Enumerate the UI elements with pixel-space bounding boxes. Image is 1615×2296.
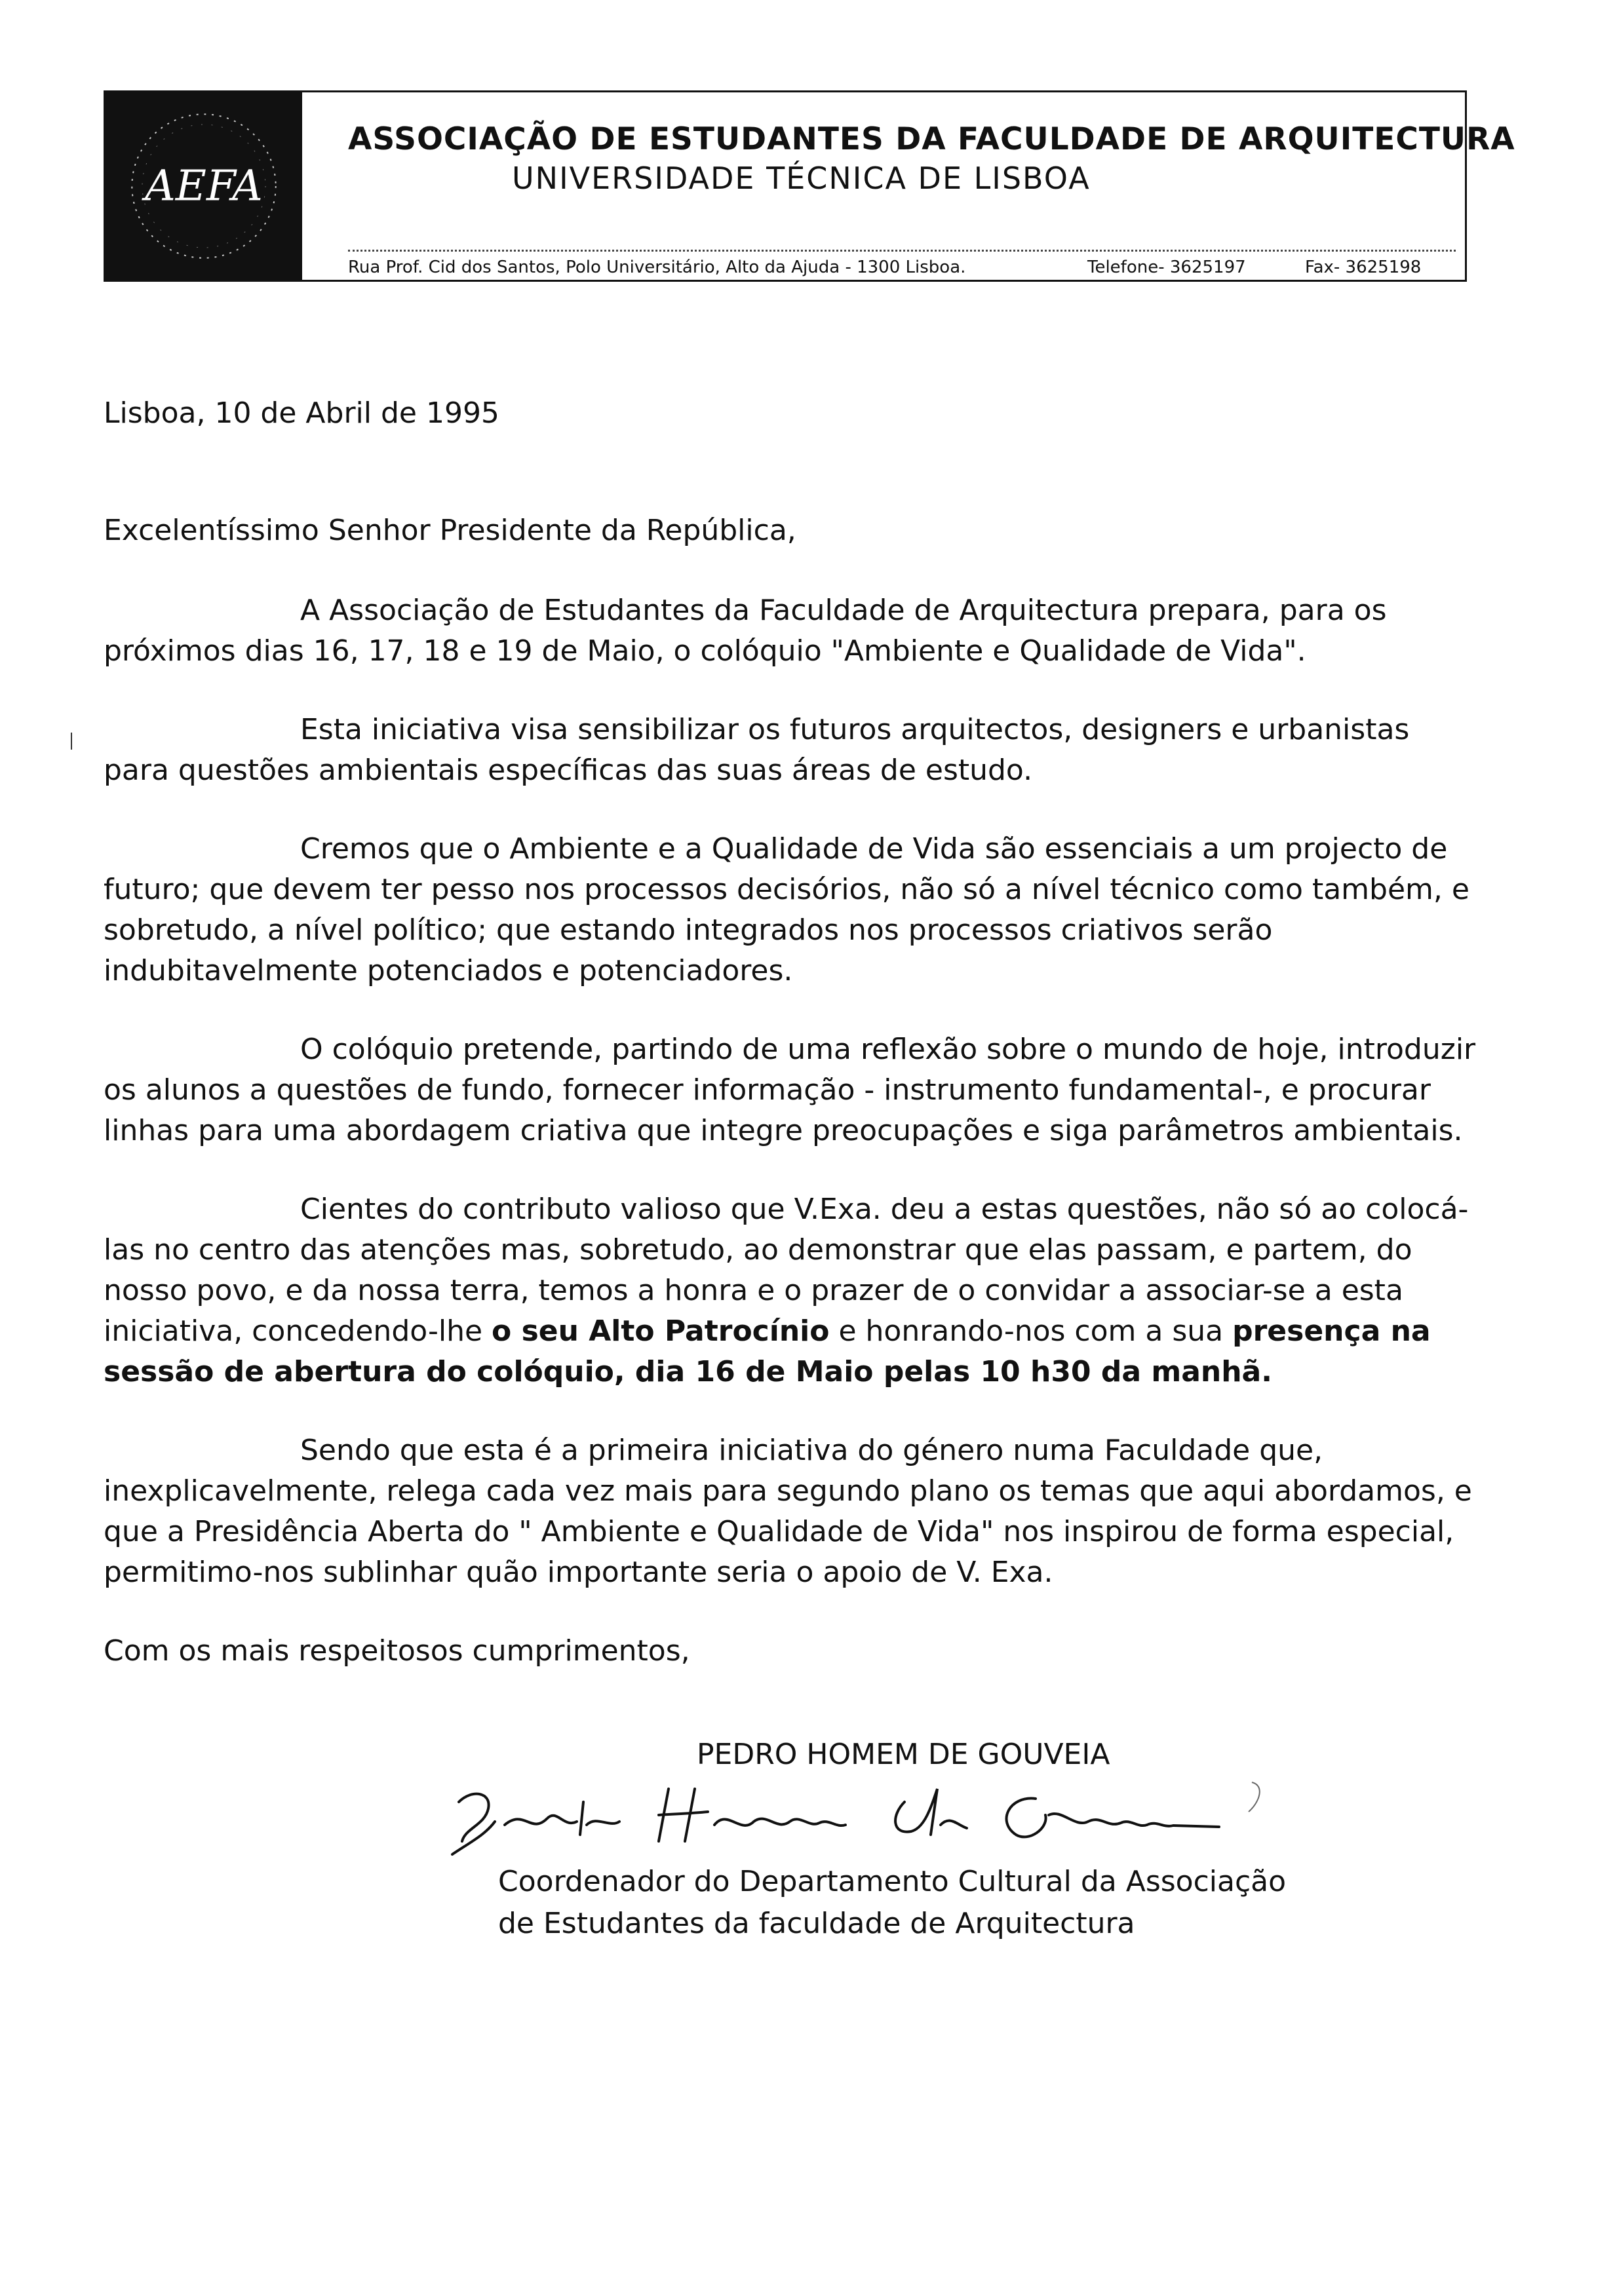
letter-body [104, 393, 1480, 1672]
letter-date: Lisboa, 10 de Abril de 1995 [104, 396, 499, 430]
logo-monogram: AEFA [145, 161, 263, 211]
paragraph-2: Esta iniciativa visa sensibilizar os futuros arquitectos, designers e urbanistas para questões ambientais específicas das suas áreas de estudo. [104, 713, 1410, 787]
sponsorship-request: o seu Alto Patrocínio [492, 1314, 830, 1348]
paragraph-5 [104, 1189, 1480, 1392]
letterhead-address: Rua Prof. Cid dos Santos, Polo Universitário, Alto da Ajuda - 1300 Lisboa. [348, 258, 966, 277]
handwritten-signature [433, 1763, 1311, 1861]
signer-role [498, 1861, 1286, 1945]
signer-name: PEDRO HOMEM DE GOUVEIA [697, 1738, 1110, 1771]
margin-mark [71, 733, 72, 750]
letter-closing: Com os mais respeitosos cumprimentos, [104, 1634, 690, 1668]
signer-role-line-2: de Estudantes da faculdade de Arquitectura [498, 1907, 1135, 1940]
letterhead [104, 90, 1515, 282]
paragraph-3: Cremos que o Ambiente e a Qualidade de Vida são essenciais a um projecto de futuro; que devem ter pesso nos processos decisórios, não só a nível técnico como também, e sobretudo, a nível político; que estando integrados nos processos criativos serão indubitavelmente potenciados e potenciadores. [104, 832, 1469, 987]
paragraph-5-text-a: Cientes do contributo valioso que V.Exa. deu a estas questões, não só ao colocá-las no centro das atenções mas, sobretudo, ao demonstrar que elas passam, e partem, do nosso povo, e da nossa terra, temos a honra e o prazer de o convidar a associar-se a esta iniciativa, concedendo-lhe [104, 1193, 1469, 1348]
logo-emblem-icon [106, 92, 302, 280]
association-name: ASSOCIAÇÃO DE ESTUDANTES DA FACULDADE DE ARQUITECTURA [348, 121, 1515, 157]
letterhead-divider [348, 250, 1456, 252]
signer-role-line-1: Coordenador do Departamento Cultural da Associação [498, 1865, 1287, 1898]
letter-salutation: Excelentíssimo Senhor Presidente da República, [104, 514, 796, 547]
paragraph-6: Sendo que esta é a primeira iniciativa do género numa Faculdade que, inexplicavelmente, relega cada vez mais para segundo plano os temas que aqui abordamos, e que a Presidência Aberta do " Ambiente e Qualidade de Vida" nos inspirou de forma especial, permitimo-nos sublinhar quão importante seria o apoio de V. Exa. [104, 1434, 1472, 1589]
association-logo [106, 92, 302, 280]
paragraph-1: A Associação de Estudantes da Faculdade de Arquitectura prepara, para os próximos dias 16, 17, 18 e 19 de Maio, o colóquio "Ambiente e Qualidade de Vida". [104, 594, 1387, 668]
university-name: UNIVERSIDADE TÉCNICA DE LISBOA [512, 161, 1091, 196]
paragraph-4: O colóquio pretende, partindo de uma reflexão sobre o mundo de hoje, introduzir os alunos a questões de fundo, fornecer informação - instrumento fundamental-, e procurar linhas para uma abordagem criativa que integre preocupações e siga parâmetros ambientais. [104, 1033, 1476, 1147]
letterhead-telephone: Telefone- 3625197 [1087, 258, 1246, 277]
paragraph-5-text-b: e honrando-nos com a sua [829, 1314, 1233, 1348]
opening-session-invitation: presença na sessão de abertura do colóquio, dia 16 de Maio pelas 10 h30 da manhã. [104, 1314, 1431, 1388]
letterhead-fax: Fax- 3625198 [1305, 258, 1422, 277]
